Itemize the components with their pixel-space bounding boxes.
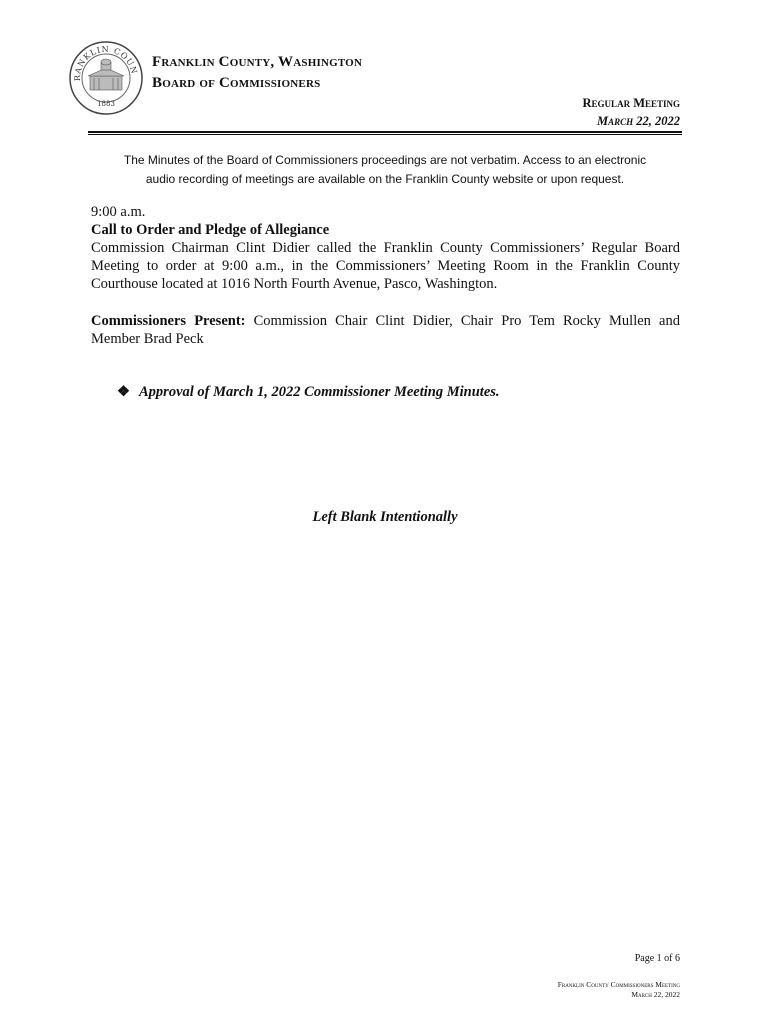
diamond-bullet-icon: ❖ — [117, 384, 130, 400]
org-line-2: Board of Commissioners — [152, 75, 321, 91]
organization-name — [152, 52, 362, 94]
footer-line-1: Franklin County Commissioners Meeting — [557, 980, 680, 989]
meeting-time: 9:00 a.m. — [91, 204, 146, 220]
seal-year: 1883 — [97, 100, 115, 108]
footer — [558, 980, 680, 1000]
present-label: Commissioners Present: — [91, 313, 246, 329]
meeting-date: March 22, 2022 — [597, 114, 680, 128]
agenda-item — [117, 384, 500, 401]
meeting-type: Regular Meeting — [582, 96, 680, 110]
header-rule-thin — [88, 134, 682, 135]
disclaimer — [88, 151, 682, 189]
commissioners-present — [91, 312, 680, 348]
footer-line-2: March 22, 2022 — [631, 990, 680, 999]
call-to-order-heading: Call to Order and Pledge of Allegiance — [91, 222, 330, 238]
header-rule — [88, 131, 682, 133]
present-text: Commission Chair Clint Didier, Chair Pro Tem Rocky Mullen and Member Brad Peck — [91, 313, 680, 347]
disclaimer-line-1: The Minutes of the Board of Commissioners proceedings are not verbatim. Access to an electronic — [123, 153, 647, 167]
page-number: Page 1 of 6 — [634, 953, 680, 964]
left-blank-note: Left Blank Intentionally — [312, 509, 458, 525]
call-to-order-text: Commission Chairman Clint Didier called the Franklin County Commissioners’ Regular Board Meeting to order at 9:00 a.m., in the Commissioners’ Meeting Room in the Franklin County Courthouse located at 1016 North Fourth Avenue, Pasco, Washington. — [91, 240, 680, 292]
disclaimer-line-2: audio recording of meetings are available on the Franklin County website or upon request. — [145, 172, 625, 186]
county-seal — [68, 40, 144, 116]
seal-ring-text: RANKLIN COUN — [72, 44, 139, 82]
agenda-item-text: Approval of March 1, 2022 Commissioner Meeting Minutes. — [139, 384, 500, 400]
org-line-1: Franklin County, Washington — [152, 54, 363, 70]
